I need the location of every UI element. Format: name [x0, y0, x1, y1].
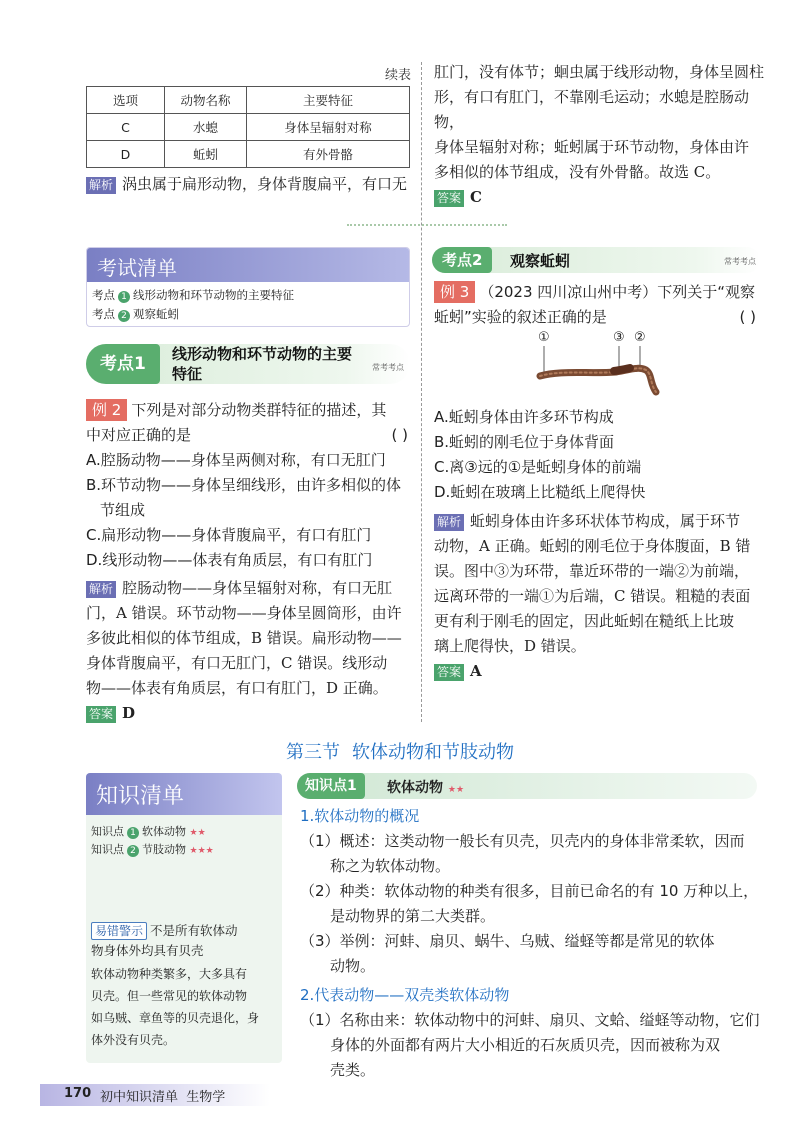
- kaodian1-title: [172, 344, 352, 384]
- example3-block: [434, 280, 760, 330]
- analysis-tag: 解析: [86, 581, 116, 598]
- kaodian1-pill: 考点1: [86, 344, 160, 384]
- question-line: [434, 280, 760, 305]
- list-item: [300, 1008, 762, 1083]
- analysis-text: 腔肠动物——身体呈辐射对称，有口无肛: [122, 579, 393, 597]
- question-text: 下列是对部分动物类群特征的描述，其: [131, 401, 387, 419]
- example2-analysis: [86, 576, 416, 726]
- analysis-line: 肛门，没有体节；蛔虫属于线形动物，身体呈圆柱: [434, 63, 765, 81]
- exam-list-item: [87, 286, 409, 305]
- analysis-line: 误。图中③为环带，靠近环带的一端②为前端，: [434, 562, 750, 580]
- warning-tag: 易错警示: [91, 922, 147, 940]
- earthworm-body: [540, 368, 656, 392]
- warning-text: 不是所有软体动: [150, 923, 238, 938]
- warning-body-line: 贝壳。但一些常见的软体动物: [91, 989, 248, 1003]
- subheading: 2.代表动物——双壳类软体动物: [300, 986, 510, 1004]
- number-badge: 2: [118, 310, 130, 322]
- star-rating: ★★★: [189, 846, 214, 856]
- answer-value: C: [470, 188, 482, 206]
- option-line: A.腔肠动物——身体呈两侧对称，有口无肛门: [86, 451, 386, 469]
- knowledge-item-prefix: 知识点: [91, 843, 124, 856]
- answer-bracket: ( ): [391, 426, 408, 444]
- zhishidian1-banner: [297, 773, 757, 799]
- analysis-line: [86, 172, 416, 197]
- kaodian2-pill: 考点2: [432, 247, 492, 273]
- analysis-continued: [434, 60, 764, 210]
- option-line: C.离③远的①是蚯蚓身体的前端: [434, 458, 642, 476]
- knowledge-list-item: [86, 823, 282, 841]
- star-rating: ★★: [447, 785, 465, 795]
- table-header-row: [87, 87, 410, 114]
- list-item: [300, 829, 762, 879]
- analysis-line: 远离环带的一端①为后端，C 错误。粗糙的表面: [434, 587, 751, 605]
- answer-tag: 答案: [434, 664, 464, 681]
- table-cell: D: [87, 141, 165, 168]
- title-line: 线形动物和环节动物的主要: [172, 345, 353, 363]
- example3-analysis: [434, 509, 764, 684]
- zhishidian1-content: [300, 804, 762, 1083]
- warning-text: 物身体外均具有贝壳: [91, 943, 204, 958]
- answer-value: D: [122, 704, 136, 722]
- table-cell: 有外骨骼: [247, 141, 410, 168]
- answer-tag: 答案: [434, 190, 464, 207]
- option-line: D.线形动物——体表有角质层，有口有肛门: [86, 551, 373, 569]
- list-item-line: 称之为软体动物。: [330, 857, 451, 875]
- table-cell: 水螅: [165, 114, 247, 141]
- list-item-line: （2）种类：软体动物的种类有很多，目前已命名的有 10 万种以上，: [300, 882, 759, 900]
- answer-tag: 答案: [86, 706, 116, 723]
- analysis-text: 蚯蚓身体由许多环状体节构成，属于环节: [470, 512, 741, 530]
- clitellum: [614, 368, 630, 371]
- kaodian1-banner: [86, 344, 410, 384]
- list-item: [300, 879, 762, 929]
- analysis-text: 涡虫属于扁形动物，身体背腹扁平，有口无: [122, 175, 408, 193]
- analysis-line: 物——体表有角质层，有口有肛门，D 正确。: [86, 679, 388, 697]
- question-text: （2023 四川凉山州中考）下列关于“观察: [479, 283, 756, 301]
- exam-item-text: 线形动物和环节动物的主要特征: [133, 288, 294, 302]
- analysis-tag: 解析: [86, 177, 116, 194]
- number-badge: 1: [118, 291, 130, 303]
- knowledge-list-box: [86, 773, 282, 1063]
- page-number: 170: [64, 1086, 92, 1101]
- example3-options: [434, 405, 760, 505]
- question-line: [86, 423, 416, 448]
- label-3: ③: [613, 330, 625, 345]
- kaodian2-title: 观察蚯蚓: [510, 252, 571, 270]
- label-1: ①: [538, 330, 550, 345]
- analysis-line: 多彼此相似的体节组成，B 错误。扁形动物——: [86, 629, 402, 647]
- kaodian2-banner: [432, 247, 760, 273]
- analysis-line: 形，有口有肛门，不靠刚毛运动；水螅是腔肠动物，: [434, 88, 750, 131]
- warning-head: [91, 921, 277, 941]
- analysis-line: 门，A 错误。环节动物——身体呈圆筒形，由许: [86, 604, 402, 622]
- knowledge-item-text: 软体动物: [142, 825, 186, 838]
- knowledge-list-title: 知识清单: [86, 773, 282, 815]
- option-line: D.蚯蚓在玻璃上比糙纸上爬得快: [434, 483, 646, 501]
- list-item-line: 壳类。: [330, 1061, 376, 1079]
- exam-item-prefix: 考点: [92, 307, 115, 321]
- number-badge: 1: [127, 827, 139, 839]
- example-tag: 例 3: [434, 281, 475, 303]
- option-line: B.环节动物——身体呈细线形，由许多相似的体: [86, 476, 402, 494]
- knowledge-list-item: [86, 841, 282, 859]
- label-2: ②: [634, 330, 646, 345]
- section-title: [0, 738, 800, 764]
- table-cell: 身体呈辐射对称: [247, 114, 410, 141]
- answer-line: [434, 659, 764, 684]
- table-header-cell: 动物名称: [165, 87, 247, 114]
- section-separator: [347, 224, 507, 228]
- knowledge-item-text: 节肢动物: [142, 843, 186, 856]
- option-line: C.扁形动物——身体背腹扁平，有口有肛门: [86, 526, 372, 544]
- warning-body-line: 体外没有贝壳。: [91, 1033, 176, 1047]
- book-title: 初中知识清单: [100, 1090, 179, 1105]
- exam-item-text: 观察蚯蚓: [133, 307, 179, 321]
- analysis-line: 多相似的体节组成，没有外骨骼。故选 C。: [434, 163, 721, 181]
- analysis-line: 璃上爬得快，D 错误。: [434, 637, 586, 655]
- zhishidian1-pill: 知识点1: [297, 773, 365, 799]
- analysis-line: 更有利于刚毛的固定，因此蚯蚓在糙纸上比玻: [434, 612, 735, 630]
- answer-value: A: [470, 662, 482, 680]
- number-badge: 2: [127, 845, 139, 857]
- exam-list-box: [86, 247, 410, 327]
- list-item-line: （1）名称由来：软体动物中的河蚌、扇贝、文蛤、缢蛏等动物，它们: [300, 1011, 760, 1029]
- footer-title: [100, 1086, 225, 1105]
- analysis-line: 身体呈辐射对称；蚯蚓属于环节动物，身体由许: [434, 138, 750, 156]
- answer-line: [434, 185, 764, 210]
- table-header-cell: 主要特征: [247, 87, 410, 114]
- analysis-line: [434, 509, 764, 534]
- title-text: 软体动物: [387, 780, 443, 796]
- question-text: 蚯蚓”实验的叙述正确的是: [434, 308, 607, 326]
- warning-block: [91, 921, 277, 1051]
- list-item-line: （1）概述：这类动物一般长有贝壳，贝壳内的身体非常柔软，因而: [300, 832, 745, 850]
- example2-block: [86, 398, 416, 573]
- exam-list-title: 考试清单: [87, 248, 409, 282]
- option-line: 节组成: [100, 501, 146, 519]
- analysis-line: 动物，A 正确。蚯蚓的刚毛位于身体腹面，B 错: [434, 537, 751, 555]
- list-item-line: 动物。: [330, 957, 376, 975]
- analysis-line: [86, 576, 416, 601]
- list-item-line: 是动物界的第二大类群。: [330, 907, 496, 925]
- table-cell: C: [87, 114, 165, 141]
- warning-body-line: 如乌贼、章鱼等的贝壳退化，身: [91, 1011, 260, 1025]
- list-item: [300, 929, 762, 979]
- subheading: 1.软体动物的概况: [300, 807, 420, 825]
- table-row: [87, 114, 410, 141]
- column-divider: [421, 62, 422, 722]
- analysis-line: 身体背腹扁平，有口无肛门，C 错误。线形动: [86, 654, 388, 672]
- section-name: 软体动物和节肢动物: [352, 742, 514, 763]
- section-number: 第三节: [286, 742, 340, 763]
- star-rating: ★★: [189, 828, 206, 838]
- list-item-line: （3）举例：河蚌、扇贝、蜗牛、乌贼、缢蛏等都是常见的软体: [300, 932, 715, 950]
- table-cell: 蚯蚓: [165, 141, 247, 168]
- warning-body: [91, 963, 277, 1051]
- knowledge-item-prefix: 知识点: [91, 825, 124, 838]
- question-text: 中对应正确的是: [86, 426, 192, 444]
- subject-name: 生物学: [186, 1090, 226, 1105]
- title-line: 特征: [172, 365, 203, 383]
- continued-table: [86, 86, 410, 168]
- option-line: A.蚯蚓身体由许多环节构成: [434, 408, 614, 426]
- list-item-line: 身体的外面都有两片大小相近的石灰质贝壳，因而被称为双: [330, 1036, 721, 1054]
- warning-body-line: 软体动物种类繁多，大多具有: [91, 967, 248, 981]
- exam-list-item: [87, 305, 409, 324]
- table-header-cell: 选项: [87, 87, 165, 114]
- exam-item-prefix: 考点: [92, 288, 115, 302]
- analysis-tag: 解析: [434, 514, 464, 531]
- kaodian1-note: 常考考点: [372, 363, 404, 372]
- answer-bracket: ( ): [739, 308, 756, 326]
- question-line: [434, 305, 760, 330]
- question-line: [86, 398, 416, 423]
- table-row: [87, 141, 410, 168]
- kaodian2-note: 常考考点: [724, 257, 756, 266]
- option-line: B.蚯蚓的刚毛位于身体背面: [434, 433, 615, 451]
- answer-line: [86, 701, 416, 726]
- earthworm-illustration: [530, 330, 670, 400]
- zhishidian1-title: [387, 777, 464, 797]
- example-tag: 例 2: [86, 399, 127, 421]
- continued-label: 续表: [385, 68, 412, 83]
